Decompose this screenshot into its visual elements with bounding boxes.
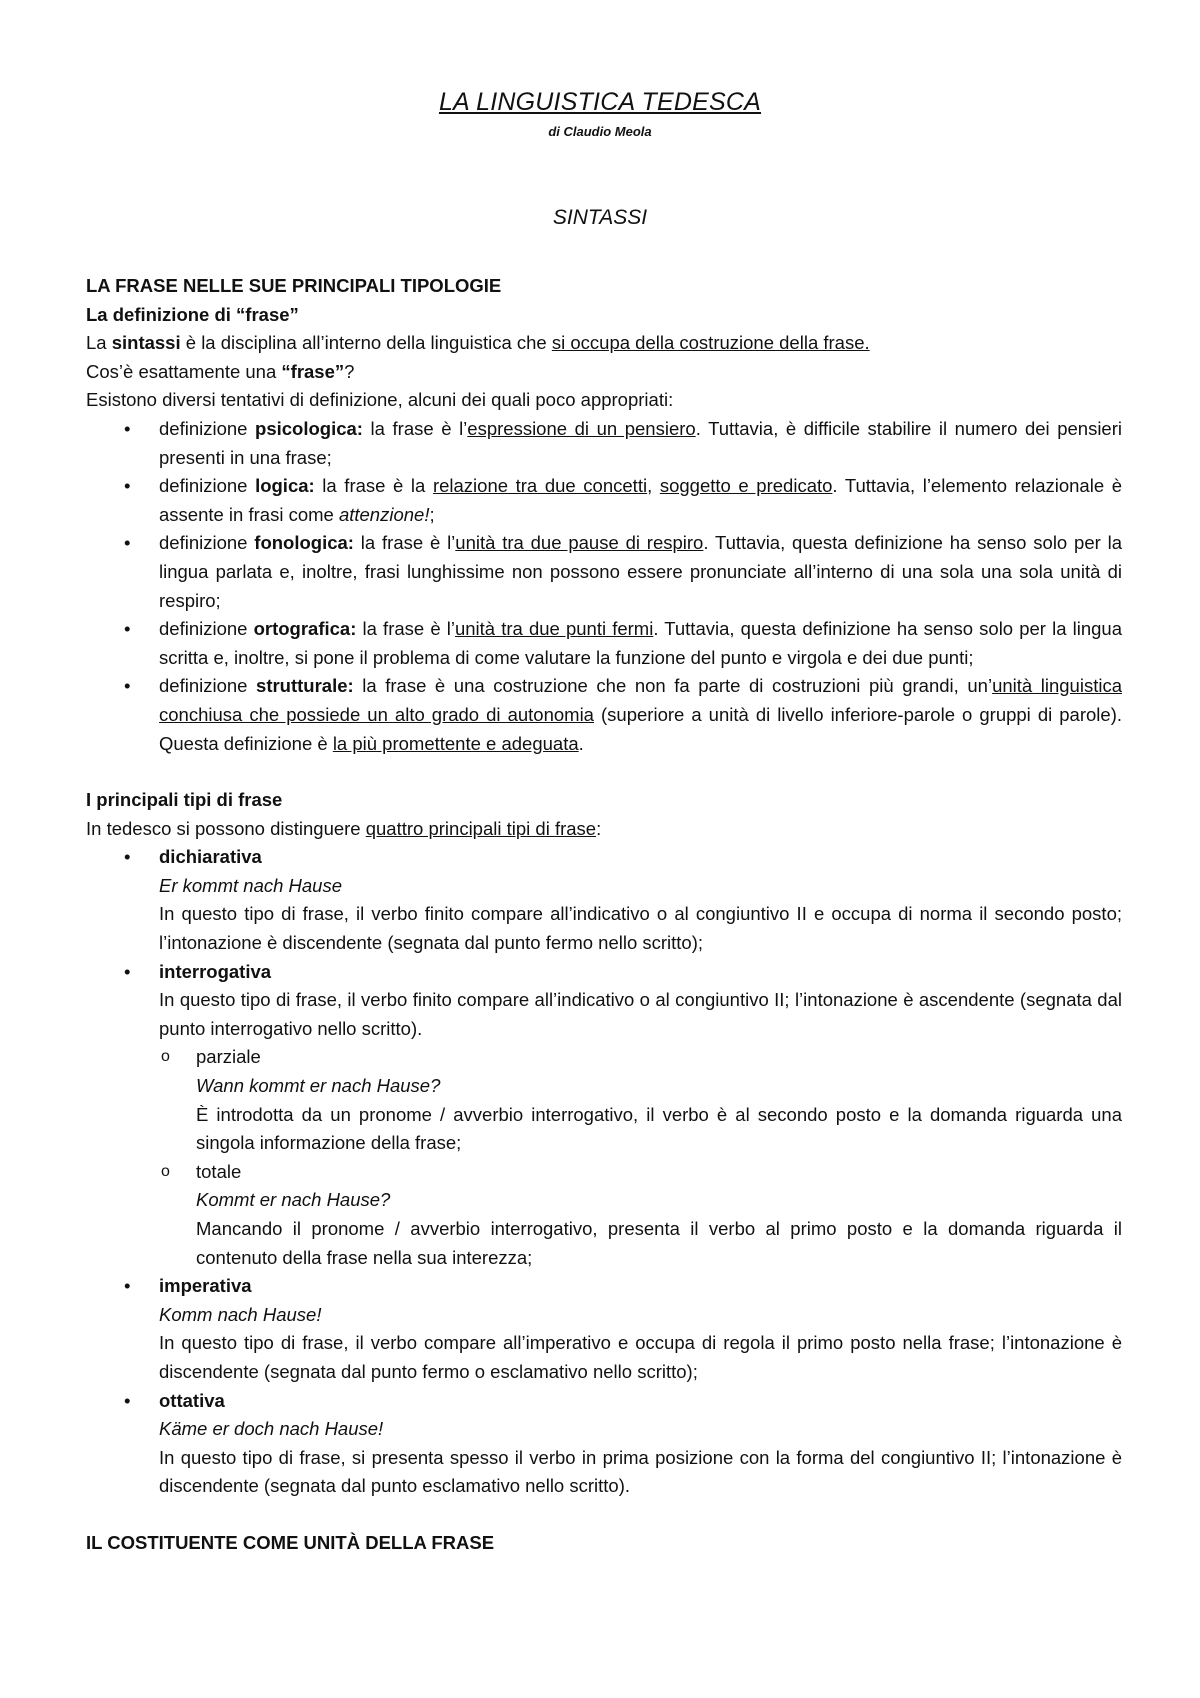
list-item: • definizione logica: la frase è la relazione tra due concetti, soggetto e predicato. Tuttavia, l’elemento relazionale è assente in frasi come attenzione!;: [86, 472, 1122, 529]
underlined-phrase: espressione di un pensiero: [467, 417, 696, 439]
type-name: • ottativa: [159, 1389, 225, 1411]
underlined-phrase: la più promettente e adeguata: [332, 732, 579, 754]
list-item: [159, 1158, 1122, 1272]
subtype-name: o parziale: [196, 1046, 261, 1068]
example-sentence: Kommt er nach Hause?: [196, 1189, 391, 1211]
definition-kind: logica:: [255, 475, 315, 497]
underlined-phrase: si occupa della costruzione della frase.: [551, 332, 870, 354]
document-title: LA LINGUISTICA TEDESCA: [438, 88, 762, 116]
definition-kind: fonologica:: [254, 532, 354, 554]
term-sintassi: sintassi: [111, 332, 181, 354]
sentence-types-list: [86, 843, 1122, 1501]
definition-kind: psicologica:: [255, 417, 363, 439]
subsection-heading: I principali tipi di frase: [86, 789, 283, 811]
interrogative-subtypes-list: [159, 1043, 1122, 1272]
list-item: • definizione ortografica: la frase è l’unità tra due punti fermi. Tuttavia, questa definizione ha senso solo per la lingua scritta e, inoltre, si pone il problema di come valutare la funzione del punto e virgola e dei due punti;: [86, 615, 1122, 672]
chapter-heading: IL COSTITUENTE COME UNITÀ DELLA FRASE: [86, 1531, 495, 1553]
type-name: • imperativa: [159, 1275, 252, 1297]
example-sentence: Wann kommt er nach Hause?: [196, 1075, 441, 1097]
type-description: In questo tipo di frase, il verbo finito compare all’indicativo o al congiuntivo II; l’intonazione è ascendente (segnata dal punto interrogativo nello scritto).: [159, 989, 1122, 1039]
example-sentence: Käme er doch nach Hause!: [159, 1418, 384, 1440]
underlined-phrase: soggetto e predicato: [659, 475, 833, 497]
underlined-phrase: unità tra due pause di respiro: [455, 532, 704, 554]
subtype-description: È introdotta da un pronome / avverbio interrogativo, il verbo è al secondo posto e la domanda riguarda una singola informazione della frase;: [196, 1103, 1122, 1154]
list-item: [86, 1387, 1122, 1501]
underlined-phrase: unità linguistica conchiusa che possiede un alto grado di autonomia: [159, 675, 1122, 725]
spacer: [86, 1501, 1122, 1529]
underlined-phrase: quattro principali tipi di frase: [365, 817, 597, 839]
document-author: di Claudio Meola: [548, 124, 652, 139]
question-line: Cos’è esattamente una “frase”?: [86, 360, 355, 382]
list-item: [86, 1272, 1122, 1386]
subsection-heading: La definizione di “frase”: [86, 303, 299, 325]
spacer: [86, 758, 1122, 786]
term-frase: “frase”: [281, 360, 345, 382]
type-description: In questo tipo di frase, il verbo compare all’imperativo e occupa di regola il primo posto nella frase; l’intonazione è discendente (segnata dal punto fermo o esclamativo nello scritto);: [159, 1332, 1122, 1382]
list-item: [159, 1043, 1122, 1157]
list-item: • definizione strutturale: la frase è una costruzione che non fa parte di costruzioni più grandi, un’unità linguistica conchiusa che possiede un alto grado di autonomia (superiore a unità di livello inferiore-parole o gruppi di parole). Questa definizione è la più promettente e adeguata.: [86, 672, 1122, 758]
type-description: In questo tipo di frase, il verbo finito compare all’indicativo o al congiuntivo II e occupa di norma il secondo posto; l’intonazione è discendente (segnata dal punto fermo nello scritto);: [159, 903, 1122, 954]
list-item: [86, 843, 1122, 957]
example-sentence: Er kommt nach Hause: [159, 874, 343, 896]
lead-paragraph: In tedesco si possono distinguere quattro principali tipi di frase:: [86, 817, 602, 839]
document-body: [86, 272, 1122, 1558]
definition-kind: strutturale:: [256, 675, 354, 697]
section-title: SINTASSI: [552, 206, 648, 229]
lead-paragraph: Esistono diversi tentativi di definizione, alcuni dei quali poco appropriati:: [86, 389, 674, 411]
underlined-phrase: unità tra due punti fermi: [454, 618, 654, 640]
example-word: attenzione!: [338, 503, 430, 525]
underlined-phrase: relazione tra due concetti: [432, 475, 648, 497]
subtype-description: Mancando il pronome / avverbio interrogativo, presenta il verbo al primo posto e la domanda riguarda il contenuto della frase nella sua interezza;: [196, 1218, 1122, 1268]
list-item: [86, 958, 1122, 1273]
intro-paragraph: La sintassi è la disciplina all’interno della linguistica che si occupa della costruzione della frase.: [86, 332, 870, 354]
list-item: • definizione psicologica: la frase è l’espressione di un pensiero. Tuttavia, è difficile stabilire il numero dei pensieri presenti in una frase;: [86, 415, 1122, 472]
type-description: In questo tipo di frase, si presenta spesso il verbo in prima posizione con la forma del congiuntivo II; l’intonazione è discendente (segnata dal punto esclamativo nello scritto).: [159, 1446, 1122, 1497]
definition-kind: ortografica:: [253, 618, 357, 640]
example-sentence: Komm nach Hause!: [159, 1303, 322, 1325]
subtype-name: o totale: [196, 1160, 242, 1182]
type-name: • interrogativa: [159, 960, 272, 982]
type-name: • dichiarativa: [159, 846, 262, 868]
definitions-list: [86, 415, 1122, 758]
list-item: • definizione fonologica: la frase è l’unità tra due pause di respiro. Tuttavia, questa definizione ha senso solo per la lingua parlata e, inoltre, frasi lunghissime non possono essere pronunciate all’interno di una sola una sola unità di respiro;: [86, 529, 1122, 615]
chapter-heading: LA FRASE NELLE SUE PRINCIPALI TIPOLOGIE: [86, 275, 502, 296]
